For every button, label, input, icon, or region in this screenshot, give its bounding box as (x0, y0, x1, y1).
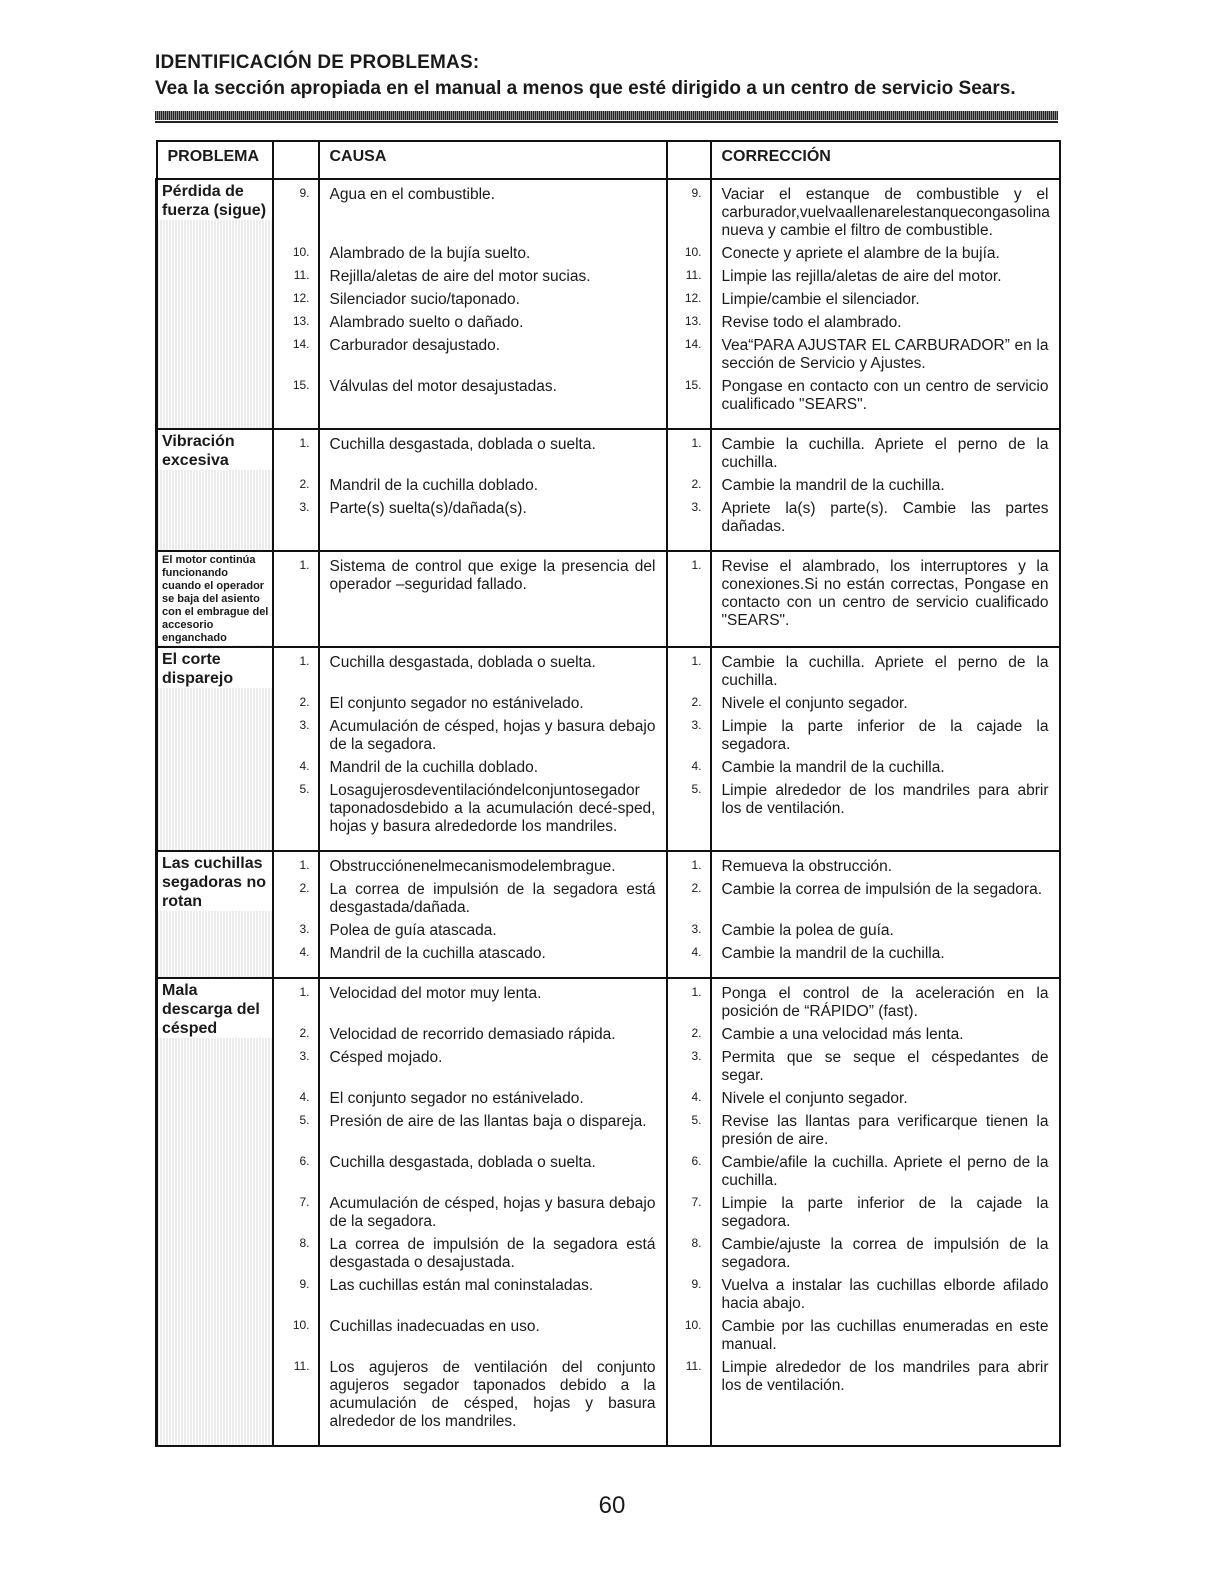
correction-number: 11. (667, 1357, 711, 1446)
table-row (157, 693, 1060, 716)
correction-text: Cambie la mandril de la cuchilla. (711, 943, 1060, 978)
table-row (157, 376, 1060, 429)
table-row (157, 1047, 1060, 1088)
correction-text: Nivele el conjunto segador. (711, 1088, 1060, 1111)
problem-cell (157, 647, 273, 851)
correction-number: 5. (667, 780, 711, 851)
cause-text: Césped mojado. (329, 1049, 443, 1066)
cause-text: Velocidad del motor muy lenta. (319, 978, 667, 1024)
cause-number: 8. (273, 1234, 319, 1275)
cause-number: 10. (273, 1316, 319, 1357)
table-row (157, 498, 1060, 551)
table-row (157, 243, 1060, 266)
table-row (157, 1152, 1060, 1193)
cause-number: 1. (273, 851, 319, 879)
correction-number: 1. (667, 978, 711, 1024)
correction-number: 14. (667, 335, 711, 376)
correction-number: 9. (667, 1275, 711, 1316)
correction-text: Remueva la obstrucción. (711, 851, 1060, 879)
correction-text: Limpie la parte inferior de la cajade la segadora. (711, 716, 1060, 757)
cause-text: La correa de impulsión de la segadora está desgastada o desajustada. (329, 1236, 656, 1271)
cause-text: Mandril de la cuchilla doblado. (329, 477, 539, 494)
correction-text: Cambie/afile la cuchilla. Apriete el perno de la cuchilla. (711, 1152, 1060, 1193)
correction-number: 2. (667, 1024, 711, 1047)
table-row (157, 1316, 1060, 1357)
cause-text: Cuchilla desgastada, doblada o suelta. (319, 429, 667, 475)
correction-number: 8. (667, 1234, 711, 1275)
header-correction: CORRECCIÓN (711, 141, 1060, 179)
correction-number: 1. (667, 647, 711, 693)
cause-number: 3. (273, 498, 319, 551)
correction-number: 6. (667, 1152, 711, 1193)
cause-text: Las cuchillas están mal coninstaladas. (329, 1277, 594, 1294)
correction-number: 4. (667, 757, 711, 780)
correction-text: Limpie las rejilla/aletas de aire del motor. (711, 266, 1060, 289)
page-number: 60 (598, 1492, 626, 1519)
table-row (157, 429, 1060, 475)
correction-number: 12. (667, 289, 711, 312)
header-rule-thin (155, 121, 1058, 123)
correction-number: 2. (667, 693, 711, 716)
correction-number: 3. (667, 716, 711, 757)
troubleshooting-table (155, 140, 1061, 1447)
problem-label: Pérdida de fuerza (sigue) (158, 180, 272, 220)
cause-number: 2. (273, 475, 319, 498)
correction-number: 3. (667, 1047, 711, 1088)
table-row (157, 716, 1060, 757)
page-title: IDENTIFICACIÓN DE PROBLEMAS: (155, 52, 480, 73)
table-row (157, 312, 1060, 335)
cause-text: Sistema de control que exige la presencia del operador –seguridad fallado. (319, 551, 667, 647)
table-row (157, 1088, 1060, 1111)
correction-number: 9. (667, 179, 711, 243)
cause-number: 5. (273, 1111, 319, 1152)
table-row (157, 1275, 1060, 1316)
table-row (157, 475, 1060, 498)
cause-text: Alambrado de la bujía suelto. (329, 245, 531, 262)
cause-number: 3. (273, 920, 319, 943)
troubleshooting-page (155, 52, 1058, 1447)
correction-text: Vuelva a instalar las cuchillas elborde afilado hacia abajo. (711, 1275, 1060, 1316)
cause-number: 1. (273, 551, 319, 647)
correction-text: Conecte y apriete el alambre de la bujía. (711, 243, 1060, 266)
correction-text: Cambie/ajuste la correa de impulsión de la segadora. (711, 1234, 1060, 1275)
cause-text: Losagujerosdeventilacióndelconjuntosegador taponadosdebido a la acumulación decé-sped, hojas y basura alrededorde los mandriles. (319, 780, 667, 851)
cause-text: Velocidad de recorrido demasiado rápida. (329, 1026, 616, 1043)
cause-text: Alambrado suelto o dañado. (329, 314, 524, 331)
cause-text: Los agujeros de ventilación del conjunto agujeros segador taponados debido a la acumulación de césped, hojas y basura alrededor de los mandriles. (319, 1357, 667, 1446)
correction-text: Revise todo el alambrado. (711, 312, 1060, 335)
correction-text: Cambie por las cuchillas enumeradas en este manual. (711, 1316, 1060, 1357)
table-row (157, 1193, 1060, 1234)
problem-cell (157, 851, 273, 978)
table-body (157, 179, 1060, 1446)
cause-number: 13. (273, 312, 319, 335)
table-row (157, 978, 1060, 1024)
cause-number: 11. (273, 1357, 319, 1446)
page-subtitle: Vea la sección apropiada en el manual a menos que esté dirigido a un centro de servicio Sears. (155, 78, 1016, 99)
header-cause-number (273, 141, 319, 179)
table-row (157, 335, 1060, 376)
cause-number: 5. (273, 780, 319, 851)
table-row (157, 551, 1060, 647)
cause-text: La correa de impulsión de la segadora está desgastada/dañada. (329, 881, 656, 916)
problem-cell (157, 978, 273, 1446)
cause-number: 2. (273, 1024, 319, 1047)
correction-number: 10. (667, 1316, 711, 1357)
cause-text: Cuchilla desgastada, doblada o suelta. (319, 647, 667, 693)
table-row (157, 879, 1060, 920)
cause-number: 1. (273, 647, 319, 693)
cause-number: 7. (273, 1193, 319, 1234)
cause-text: El conjunto segador no estánivelado. (329, 695, 584, 712)
cause-text: Válvulas del motor desajustadas. (319, 376, 667, 429)
table-row (157, 289, 1060, 312)
table-row (157, 1234, 1060, 1275)
problem-label: Vibración excesiva (158, 430, 272, 470)
correction-text: Revise las llantas para verificarque tienen la presión de aire. (711, 1111, 1060, 1152)
correction-number: 15. (667, 376, 711, 429)
cause-text: Agua en el combustible. (319, 179, 667, 243)
cause-text: Mandril de la cuchilla atascado. (319, 943, 667, 978)
correction-number: 3. (667, 920, 711, 943)
cause-number: 2. (273, 879, 319, 920)
correction-number: 2. (667, 475, 711, 498)
correction-number: 5. (667, 1111, 711, 1152)
correction-text: Cambie la polea de guía. (711, 920, 1060, 943)
cause-text: Cuchillas inadecuadas en uso. (329, 1318, 540, 1335)
cause-text: Parte(s) suelta(s)/dañada(s). (319, 498, 667, 551)
table-row (157, 1024, 1060, 1047)
table-row (157, 1357, 1060, 1446)
cause-number: 2. (273, 693, 319, 716)
problem-cell (157, 551, 273, 647)
cause-text: Acumulación de césped, hojas y basura debajo de la segadora. (329, 718, 656, 753)
correction-number: 10. (667, 243, 711, 266)
cause-text: Carburador desajustado. (329, 337, 501, 354)
problem-cell (157, 179, 273, 429)
correction-text: Apriete la(s) parte(s). Cambie las partes dañadas. (711, 498, 1060, 551)
cause-text: Mandril de la cuchilla doblado. (329, 759, 539, 776)
correction-number: 7. (667, 1193, 711, 1234)
cause-number: 3. (273, 716, 319, 757)
cause-text: Presión de aire de las llantas baja o dispareja. (329, 1113, 647, 1130)
cause-text: Obstrucciónenelmecanismodelembrague. (319, 851, 667, 879)
table-row (157, 851, 1060, 879)
correction-number: 4. (667, 1088, 711, 1111)
correction-number: 1. (667, 851, 711, 879)
cause-number: 3. (273, 1047, 319, 1088)
cause-text: Cuchilla desgastada, doblada o suelta. (329, 1154, 596, 1171)
correction-text: Ponga el control de la aceleración en la posición de “RÁPIDO” (fast). (711, 978, 1060, 1024)
cause-text: Rejilla/aletas de aire del motor sucias. (329, 268, 591, 285)
cause-text: Acumulación de césped, hojas y basura debajo de la segadora. (329, 1195, 656, 1230)
correction-text: Cambie la cuchilla. Apriete el perno de la cuchilla. (711, 647, 1060, 693)
correction-number: 1. (667, 429, 711, 475)
cause-text: El conjunto segador no estánivelado. (329, 1090, 584, 1107)
correction-text: Limpie/cambie el silenciador. (711, 289, 1060, 312)
correction-text: Limpie la parte inferior de la cajade la segadora. (711, 1193, 1060, 1234)
correction-text: Pongase en contacto con un centro de servicio cualificado "SEARS". (711, 376, 1060, 429)
correction-text: Nivele el conjunto segador. (711, 693, 1060, 716)
correction-number: 11. (667, 266, 711, 289)
cause-number: 14. (273, 335, 319, 376)
correction-number: 2. (667, 879, 711, 920)
cause-number: 12. (273, 289, 319, 312)
cause-number: 1. (273, 978, 319, 1024)
cause-number: 15. (273, 376, 319, 429)
correction-text: Revise el alambrado, los interruptores y la conexiones.Si no están correctas, Pongase en contacto con un centro de servicio cualificado "SEARS". (711, 551, 1060, 647)
problem-label: El corte disparejo (158, 648, 272, 688)
correction-text: Vea“PARA AJUSTAR EL CARBURADOR” en la sección de Servicio y Ajustes. (711, 335, 1060, 376)
cause-number: 1. (273, 429, 319, 475)
correction-text: Limpie alrededor de los mandriles para abrir los de ventilación. (711, 1357, 1060, 1446)
table-row (157, 757, 1060, 780)
table-row (157, 920, 1060, 943)
correction-text: Cambie la correa de impulsión de la segadora. (711, 879, 1060, 920)
table-row (157, 943, 1060, 978)
cause-text: Silenciador sucio/taponado. (329, 291, 520, 308)
correction-number: 4. (667, 943, 711, 978)
table-row (157, 179, 1060, 243)
cause-number: 9. (273, 1275, 319, 1316)
table-row (157, 1111, 1060, 1152)
correction-text: Vaciar el estanque de combustible y el carburador,vuelvaallenarelestanquecongasolina nueva y cambie el filtro de combustible. (711, 179, 1060, 243)
correction-number: 3. (667, 498, 711, 551)
correction-text: Cambie la mandril de la cuchilla. (711, 757, 1060, 780)
problem-label: El motor continúa funcionando cuando el operador se baja del asiento con el embrague del accesorio enganchado (158, 552, 272, 645)
problem-label: Las cuchillas segadoras no rotan (158, 852, 272, 911)
cause-number: 10. (273, 243, 319, 266)
table-row (157, 647, 1060, 693)
header-problem: PROBLEMA (157, 141, 273, 179)
cause-number: 4. (273, 757, 319, 780)
cause-number: 4. (273, 1088, 319, 1111)
header-cause: CAUSA (319, 141, 667, 179)
table-row (157, 266, 1060, 289)
table-header-row (157, 141, 1060, 179)
table-row (157, 780, 1060, 851)
correction-number: 1. (667, 551, 711, 647)
cause-number: 4. (273, 943, 319, 978)
cause-number: 9. (273, 179, 319, 243)
cause-text: Polea de guía atascada. (329, 922, 497, 939)
cause-number: 11. (273, 266, 319, 289)
correction-text: Cambie a una velocidad más lenta. (711, 1024, 1060, 1047)
correction-number: 13. (667, 312, 711, 335)
correction-text: Cambie la cuchilla. Apriete el perno de la cuchilla. (711, 429, 1060, 475)
correction-text: Permita que se seque el céspedantes de segar. (711, 1047, 1060, 1088)
problem-cell (157, 429, 273, 551)
correction-text: Limpie alrededor de los mandriles para abrir los de ventilación. (711, 780, 1060, 851)
header-rule (155, 111, 1058, 120)
header-correction-number (667, 141, 711, 179)
correction-text: Cambie la mandril de la cuchilla. (711, 475, 1060, 498)
problem-label: Mala descarga del césped (158, 979, 272, 1038)
cause-number: 6. (273, 1152, 319, 1193)
